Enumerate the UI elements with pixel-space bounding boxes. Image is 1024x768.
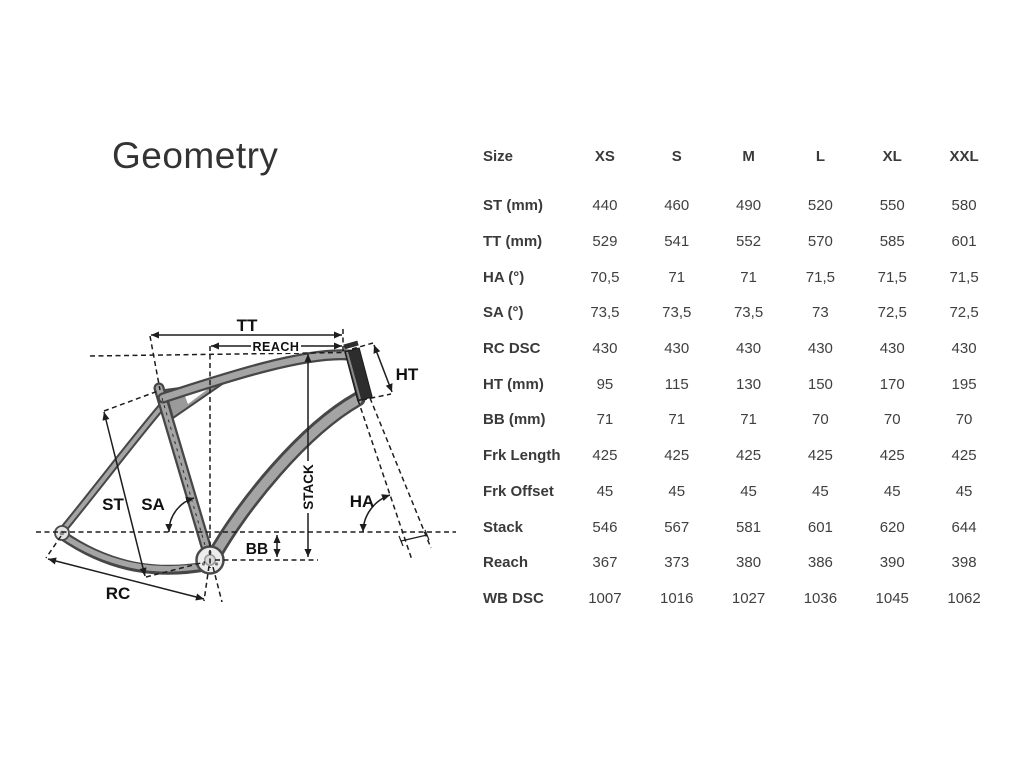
ht-dimension bbox=[374, 345, 392, 392]
value-cell: 425 bbox=[736, 447, 762, 465]
value-cell: 70 bbox=[812, 411, 829, 429]
value-cell: 71 bbox=[740, 268, 757, 286]
value-cell: 430 bbox=[664, 340, 690, 358]
value-cell: 73,5 bbox=[590, 304, 620, 322]
row-label: TT (mm) bbox=[483, 233, 543, 251]
value-cell: 1045 bbox=[875, 589, 909, 607]
value-cell: 430 bbox=[951, 340, 977, 358]
value-cell: 73,5 bbox=[733, 304, 764, 322]
value-cell: 45 bbox=[812, 482, 829, 500]
value-cell: 95 bbox=[596, 375, 614, 393]
value-cell: 541 bbox=[664, 233, 690, 251]
label-st: ST bbox=[102, 495, 124, 514]
table-row bbox=[483, 545, 1000, 581]
value-cell: 72,5 bbox=[877, 304, 907, 322]
value-cell: 567 bbox=[664, 518, 690, 536]
value-cell: 115 bbox=[664, 375, 689, 393]
value-cell: 70 bbox=[883, 411, 901, 429]
value-cell: 71 bbox=[596, 411, 614, 429]
label-ht: HT bbox=[395, 365, 419, 384]
value-cell: 644 bbox=[951, 518, 977, 536]
value-cell: 72,5 bbox=[949, 304, 979, 322]
value-cell: 425 bbox=[592, 447, 618, 465]
row-label: Frk Offset bbox=[483, 482, 554, 500]
value-cell: 550 bbox=[879, 197, 905, 215]
value-cell: 529 bbox=[592, 233, 618, 251]
row-label: HT (mm) bbox=[483, 375, 544, 393]
value-cell: 367 bbox=[592, 554, 618, 572]
label-reach: REACH bbox=[252, 340, 300, 354]
value-cell: 430 bbox=[592, 340, 618, 358]
value-cell: 130 bbox=[736, 375, 762, 393]
geometry-table bbox=[483, 145, 1000, 616]
label-bb: BB bbox=[245, 541, 269, 558]
value-cell: 70,5 bbox=[590, 268, 620, 286]
value-cell: 1007 bbox=[588, 589, 622, 607]
value-cell: 71,5 bbox=[877, 268, 907, 286]
size-header-m: M bbox=[742, 148, 755, 165]
value-cell: 601 bbox=[951, 233, 977, 251]
page-title: Geometry bbox=[112, 135, 279, 176]
label-stack: STACK bbox=[301, 464, 316, 510]
label-rc: RC bbox=[105, 584, 131, 603]
value-cell: 425 bbox=[879, 447, 905, 465]
value-cell: 71 bbox=[740, 411, 757, 429]
size-header-xl: XL bbox=[882, 148, 902, 165]
value-cell: 430 bbox=[736, 340, 762, 358]
value-cell: 45 bbox=[596, 482, 614, 500]
row-label: Stack bbox=[483, 518, 524, 536]
value-cell: 580 bbox=[951, 197, 977, 215]
value-cell: 490 bbox=[736, 197, 762, 215]
value-cell: 170 bbox=[879, 375, 905, 393]
table-row bbox=[483, 224, 1000, 260]
table-row bbox=[483, 331, 1000, 367]
size-header-l: L bbox=[815, 148, 825, 165]
table-row bbox=[483, 188, 1000, 224]
rear-dropout bbox=[55, 526, 69, 540]
value-cell: 71,5 bbox=[949, 268, 979, 286]
size-column-header: Size bbox=[483, 148, 514, 165]
row-label: HA (°) bbox=[483, 268, 525, 286]
value-cell: 1062 bbox=[947, 589, 981, 607]
bike-geometry-diagram bbox=[25, 310, 470, 625]
value-cell: 45 bbox=[740, 482, 757, 500]
value-cell: 195 bbox=[951, 375, 977, 393]
row-label: Frk Length bbox=[483, 447, 561, 465]
row-label: Reach bbox=[483, 554, 529, 572]
value-cell: 45 bbox=[883, 482, 901, 500]
value-cell: 380 bbox=[736, 554, 762, 572]
table-row bbox=[483, 509, 1000, 545]
value-cell: 71 bbox=[668, 268, 686, 286]
value-cell: 425 bbox=[664, 447, 690, 465]
value-cell: 601 bbox=[807, 518, 833, 536]
value-cell: 150 bbox=[807, 375, 833, 393]
row-label: BB (mm) bbox=[483, 411, 546, 429]
row-label: ST (mm) bbox=[483, 197, 543, 215]
value-cell: 70 bbox=[955, 411, 973, 429]
label-ha: HA bbox=[349, 492, 375, 511]
value-cell: 570 bbox=[807, 233, 833, 251]
value-cell: 460 bbox=[664, 197, 690, 215]
value-cell: 390 bbox=[879, 554, 905, 572]
size-header-xs: XS bbox=[594, 148, 615, 165]
table-row bbox=[483, 438, 1000, 474]
table-row bbox=[483, 259, 1000, 295]
value-cell: 552 bbox=[736, 233, 762, 251]
value-cell: 430 bbox=[807, 340, 833, 358]
value-cell: 440 bbox=[592, 197, 618, 215]
table-row bbox=[483, 474, 1000, 510]
value-cell: 520 bbox=[807, 197, 833, 215]
value-cell: 585 bbox=[879, 233, 905, 251]
value-cell: 1027 bbox=[731, 589, 766, 607]
row-label: RC DSC bbox=[483, 340, 541, 358]
value-cell: 1036 bbox=[803, 589, 838, 607]
bike-frame-drawing bbox=[25, 310, 470, 625]
value-cell: 73,5 bbox=[662, 304, 692, 322]
value-cell: 581 bbox=[736, 518, 762, 536]
frame-tubes bbox=[55, 343, 372, 574]
value-cell: 398 bbox=[951, 554, 977, 572]
value-cell: 1016 bbox=[660, 589, 694, 607]
value-cell: 45 bbox=[668, 482, 686, 500]
value-cell: 373 bbox=[664, 554, 690, 572]
value-cell: 386 bbox=[807, 554, 833, 572]
table-row bbox=[483, 366, 1000, 402]
label-sa: SA bbox=[141, 495, 165, 514]
value-cell: 620 bbox=[879, 518, 905, 536]
value-cell: 425 bbox=[951, 447, 977, 465]
value-cell: 73 bbox=[812, 304, 829, 322]
table-row bbox=[483, 581, 1000, 617]
value-cell: 425 bbox=[807, 447, 833, 465]
value-cell: 71 bbox=[668, 411, 686, 429]
value-cell: 45 bbox=[955, 482, 973, 500]
size-header-xxl: XXL bbox=[949, 148, 979, 165]
value-cell: 430 bbox=[879, 340, 905, 358]
row-label: SA (°) bbox=[483, 304, 524, 322]
label-tt: TT bbox=[236, 316, 258, 335]
size-header-s: S bbox=[671, 148, 682, 165]
row-label: WB DSC bbox=[483, 589, 544, 607]
table-row bbox=[483, 295, 1000, 331]
table-row bbox=[483, 402, 1000, 438]
value-cell: 546 bbox=[592, 518, 618, 536]
value-cell: 71,5 bbox=[805, 268, 835, 286]
table-header-row bbox=[483, 145, 1000, 188]
